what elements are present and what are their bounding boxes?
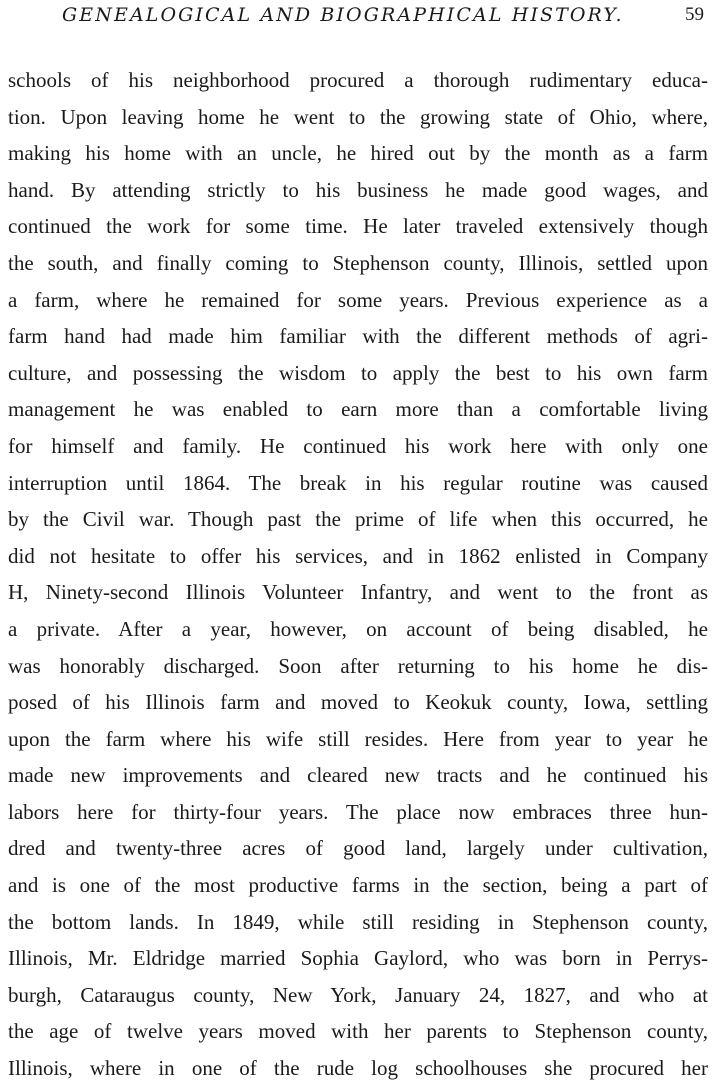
body-text [8, 62, 708, 1087]
text-line: the bottom lands. In 1849, while still residing in Stephenson county, [8, 909, 708, 934]
text-line: posed of his Illinois farm and moved to Keokuk county, Iowa, settling [8, 690, 708, 715]
text-line: a farm, where he remained for some years. Previous experience as a [8, 287, 708, 312]
page-number: 59 [685, 4, 704, 25]
text-line: for himself and family. He continued his work here with only one [8, 433, 708, 458]
text-line: H, Ninety-second Illinois Volunteer Infantry, and went to the front as [8, 580, 708, 605]
text-line: Illinois, Mr. Eldridge married Sophia Gaylord, who was born in Perrys- [8, 946, 708, 971]
text-line: tion. Upon leaving home he went to the growing state of Ohio, where, [8, 104, 708, 129]
text-line: a private. After a year, however, on account of being disabled, he [8, 616, 708, 641]
text-line: the age of twelve years moved with her parents to Stephenson county, [8, 1019, 708, 1044]
text-line: made new improvements and cleared new tracts and he continued his [8, 763, 708, 788]
text-line: burgh, Cataraugus county, New York, January 24, 1827, and who at [8, 982, 708, 1007]
text-line: interruption until 1864. The break in his regular routine was caused [8, 470, 708, 495]
text-line: culture, and possessing the wisdom to apply the best to his own farm [8, 360, 708, 385]
text-line: management he was enabled to earn more than a comfortable living [8, 397, 708, 422]
text-line: the south, and finally coming to Stephenson county, Illinois, settled upon [8, 250, 708, 275]
text-line: was honorably discharged. Soon after returning to his home he dis- [8, 653, 708, 678]
text-line: continued the work for some time. He later traveled extensively though [8, 214, 708, 239]
text-line: making his home with an uncle, he hired out by the month as a farm [8, 141, 708, 166]
text-line: hand. By attending strictly to his business he made good wages, and [8, 177, 708, 202]
page-header [0, 4, 716, 34]
text-line: Illinois, where in one of the rude log schoolhouses she procured her [8, 1056, 708, 1081]
text-line: dred and twenty-three acres of good land, largely under cultivation, [8, 836, 708, 861]
text-line: and is one of the most productive farms in the section, being a part of [8, 873, 708, 898]
text-line: did not hesitate to offer his services, and in 1862 enlisted in Company [8, 543, 708, 568]
text-line: schools of his neighborhood procured a thorough rudimentary educa- [8, 68, 708, 92]
text-line: labors here for thirty-four years. The place now embraces three hun- [8, 799, 708, 824]
running-title: GENEALOGICAL AND BIOGRAPHICAL HISTORY. [62, 4, 624, 26]
text-line: farm hand had made him familiar with the different methods of agri- [8, 324, 708, 349]
text-line: upon the farm where his wife still resides. Here from year to year he [8, 726, 708, 751]
text-line: by the Civil war. Though past the prime of life when this occurred, he [8, 507, 708, 532]
